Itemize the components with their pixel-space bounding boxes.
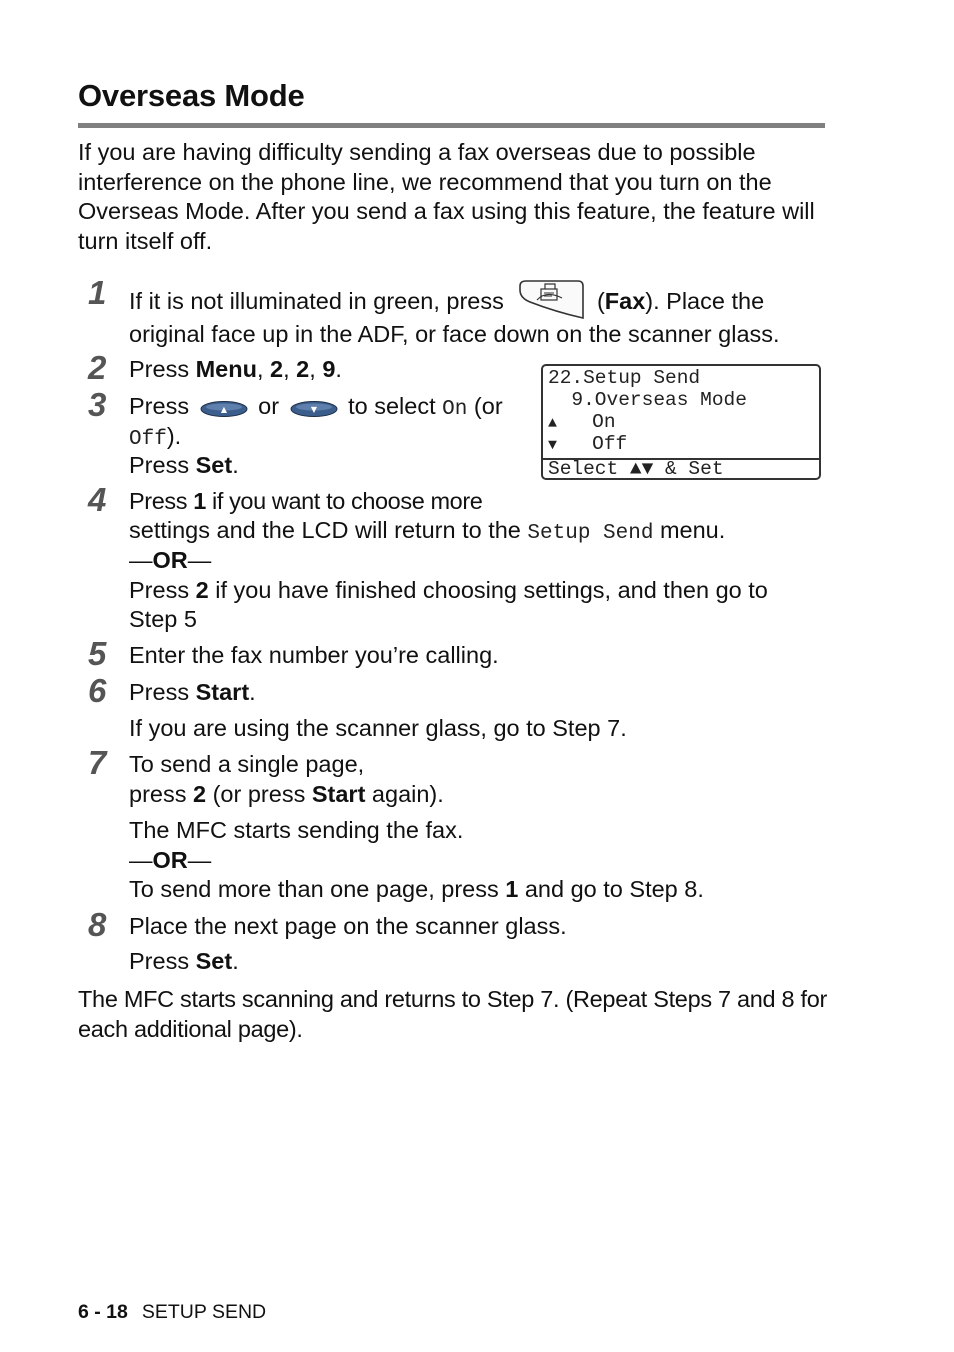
step4-line2 xyxy=(129,516,725,548)
step3-line2 xyxy=(129,422,181,454)
step3-press2: Press xyxy=(129,452,196,478)
step4-rest2: if you have finished choosing settings, and then go to xyxy=(208,577,768,603)
step6-press: Press xyxy=(129,679,196,705)
step4-press: Press xyxy=(129,488,194,514)
intro-paragraph: If you are having difficulty sending a fax overseas due to possible interference on the phone line, we recommend that you turn on the Overseas Mode. After you send a fax using this feature, the feature will turn itself off. xyxy=(78,139,815,255)
or-label: OR xyxy=(152,547,188,573)
svg-text:▼: ▼ xyxy=(310,404,317,414)
setup-send-menu: Setup Send xyxy=(527,522,654,545)
step4-line4 xyxy=(129,576,768,605)
step4-press2: Press xyxy=(129,577,196,603)
step8-line1: Place the next page on the scanner glass. xyxy=(129,913,567,939)
lcd-up-arrow-icon: ▲ xyxy=(548,415,558,432)
step7-line5-post: and go to Step 8. xyxy=(518,876,704,902)
step2-sep1: , xyxy=(256,356,271,382)
lcd-option-on: On xyxy=(557,411,616,433)
step2-line xyxy=(129,355,342,384)
lcd-line-1: 22.Setup Send xyxy=(548,367,701,389)
set-key-label: Set xyxy=(195,452,233,478)
step2-end: . xyxy=(335,356,342,382)
step7-end: again). xyxy=(365,781,444,807)
page-footer xyxy=(78,1301,266,1324)
step-number-1: 1 xyxy=(88,274,107,311)
or-dash-right: — xyxy=(187,847,212,873)
step6-dot: . xyxy=(249,679,256,705)
or-dash-left: — xyxy=(129,847,153,873)
step4-line1 xyxy=(129,487,482,516)
step3-close: ). xyxy=(166,423,182,449)
key-2-label: 2 xyxy=(195,577,209,603)
set-key-label: Set xyxy=(195,948,233,974)
step-number-8: 8 xyxy=(88,906,107,943)
key-9-label: 9 xyxy=(322,356,336,382)
step2-sep3: , xyxy=(309,356,323,382)
up-arrow-button-icon xyxy=(200,396,248,414)
or-dash-left: — xyxy=(129,547,153,573)
step-number-3: 3 xyxy=(88,386,107,423)
key-2b-label: 2 xyxy=(296,356,310,382)
step1-line1 xyxy=(129,282,764,324)
step7-line5 xyxy=(129,875,704,904)
step1-text-pre: If it is not illuminated in green, press xyxy=(129,288,504,315)
option-off: Off xyxy=(129,428,167,451)
step3-line3 xyxy=(129,451,239,480)
key-2-label: 2 xyxy=(270,356,284,382)
or-dash-right: — xyxy=(187,547,212,573)
lcd-down-arrow-icon: ▼ xyxy=(548,437,558,454)
key-1-label: 1 xyxy=(505,876,519,902)
step3-press: Press xyxy=(129,393,190,419)
option-on: On xyxy=(442,398,468,421)
step3-or-open: (or xyxy=(473,393,503,419)
down-arrow-button-icon xyxy=(290,396,338,414)
step3-or: or xyxy=(258,393,280,419)
svg-text:▲: ▲ xyxy=(220,404,227,414)
step7-line2 xyxy=(129,780,444,809)
step2-press: Press xyxy=(129,356,196,382)
key-2-label: 2 xyxy=(193,781,207,807)
lcd-display xyxy=(541,364,821,480)
closing-paragraph: The MFC starts scanning and returns to Step 7. (Repeat Steps 7 and 8 for each additional page). xyxy=(78,986,828,1042)
step4-rest1: if you want to choose more xyxy=(205,488,483,514)
page-number: 6 - 18 xyxy=(78,1301,128,1323)
step6-line2: If you are using the scanner glass, go to Step 7. xyxy=(129,715,627,741)
step7-press: press xyxy=(129,781,193,807)
step7-mid: (or press xyxy=(206,781,312,807)
page-title: Overseas Mode xyxy=(78,78,305,113)
step7-line5-pre: To send more than one page, press xyxy=(129,876,506,902)
or-label: OR xyxy=(152,847,188,873)
section-name: SETUP SEND xyxy=(141,1301,267,1323)
lcd-line-3 xyxy=(548,411,616,435)
step-number-7: 7 xyxy=(88,744,107,781)
step6-line1 xyxy=(129,678,256,707)
step1-key-open: ( xyxy=(596,288,605,315)
step4-line5: Step 5 xyxy=(129,606,197,632)
fax-key-icon xyxy=(516,278,586,320)
start-key-label: Start xyxy=(195,679,250,705)
step4-or xyxy=(129,546,211,575)
start-key-label: Start xyxy=(311,781,366,807)
lcd-footer: Select ▲▼ & Set xyxy=(548,458,724,480)
step1-line2: original face up in the ADF, or face down on the scanner glass. xyxy=(129,321,780,347)
lcd-line-4 xyxy=(548,433,627,457)
lcd-line-2: 9.Overseas Mode xyxy=(548,389,747,411)
menu-key-label: Menu xyxy=(195,356,257,382)
key-1-label: 1 xyxy=(193,488,206,514)
step-number-4: 4 xyxy=(88,481,107,518)
step8-press: Press xyxy=(129,948,196,974)
step8-line2 xyxy=(129,947,239,976)
step8-dot: . xyxy=(232,948,239,974)
step4-line2-pre: settings and the LCD will return to the xyxy=(129,517,528,543)
step-number-5: 5 xyxy=(88,635,107,672)
step3-dot: . xyxy=(232,452,239,478)
step4-line2-post: menu. xyxy=(653,517,726,543)
title-rule xyxy=(78,123,825,128)
step-number-6: 6 xyxy=(88,672,107,709)
step5-line: Enter the fax number you’re calling. xyxy=(129,642,499,668)
step7-line1: To send a single page, xyxy=(129,751,365,777)
step-number-2: 2 xyxy=(88,349,107,386)
step7-line3: The MFC starts sending the fax. xyxy=(129,817,464,843)
fax-key-label: Fax xyxy=(604,288,646,315)
step7-or xyxy=(129,846,211,875)
step3-line1 xyxy=(129,392,503,424)
step2-sep2: , xyxy=(283,356,297,382)
step3-to-select: to select xyxy=(348,393,436,419)
lcd-option-off: Off xyxy=(557,433,628,455)
step1-text-post: ). Place the xyxy=(645,288,765,315)
